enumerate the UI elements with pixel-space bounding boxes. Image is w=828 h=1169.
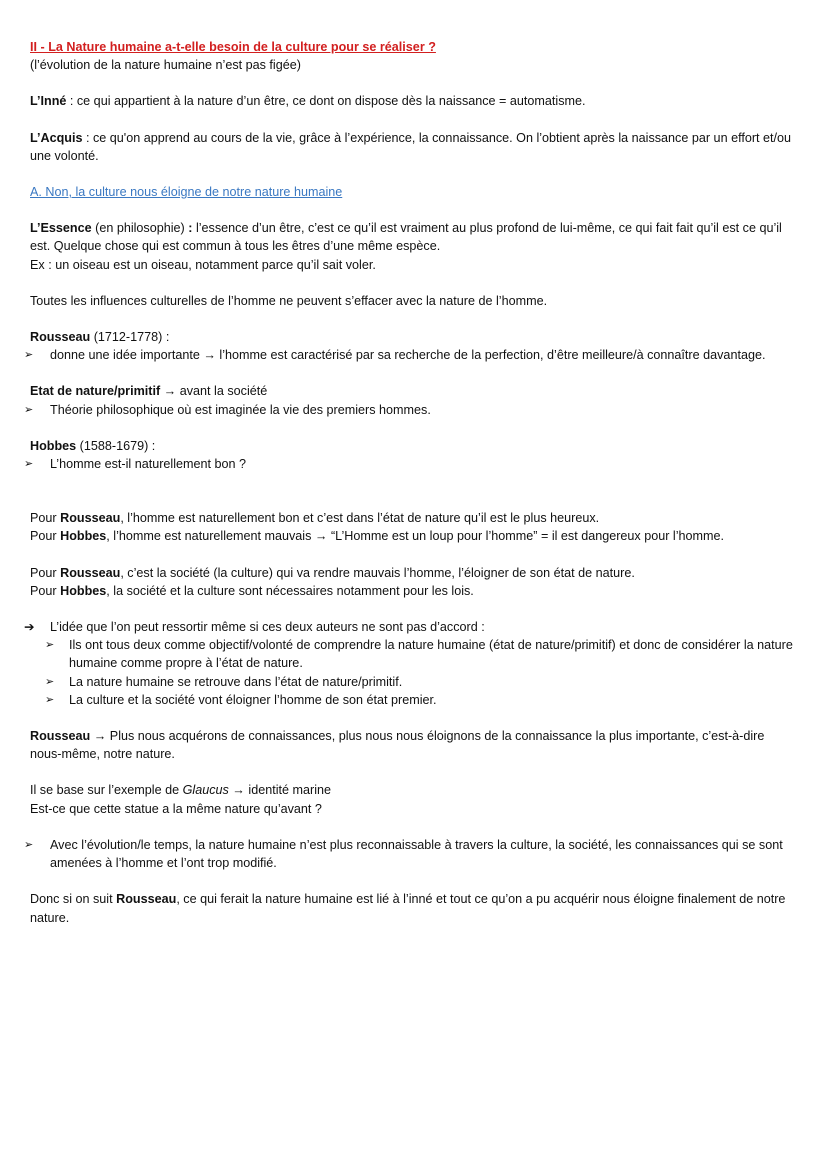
glaucus-question: Est-ce que cette statue a la même nature qu’avant ? bbox=[30, 801, 322, 816]
bullet-marker-icon: ➢ bbox=[45, 675, 55, 688]
rousseau-connaissances: Rousseau → Plus nous acquérons de connaissances, plus nous nous éloignons de la connaissance la plus importante, c’est-à-dire nous-même, notre nature. bbox=[30, 729, 765, 762]
bullet-marker-icon: ➢ bbox=[24, 838, 34, 851]
etat-nature-heading: Etat de nature/primitif → avant la société bbox=[30, 384, 268, 399]
document-page bbox=[24, 38, 798, 927]
list-item: ➢ Théorie philosophique où est imaginée la vie des premiers hommes. bbox=[30, 401, 798, 419]
arrow-marker-icon: ➔ bbox=[24, 620, 35, 635]
bullet-marker-icon: ➢ bbox=[24, 349, 34, 362]
list-item: ➢ Avec l’évolution/le temps, la nature humaine n’est plus reconnaissable à travers la culture, la société, les connaissances qui se sont amenées à l’homme et l’ont trop modifié. bbox=[24, 837, 783, 871]
bullet-marker-icon: ➢ bbox=[45, 693, 55, 706]
list-item: ➢ L’homme est-il naturellement bon ? bbox=[30, 455, 798, 473]
bullet-marker-icon: ➢ bbox=[45, 639, 55, 652]
list-item: ➢ La nature humaine se retrouve dans l’état de nature/primitif. bbox=[30, 673, 798, 691]
compare-rousseau-nature: Pour Rousseau, l’homme est naturellement bon et c’est dans l’état de nature qu’il est le plus heureux. bbox=[30, 511, 600, 526]
essence-example: Ex : un oiseau est un oiseau, notamment parce qu’il sait voler. bbox=[30, 257, 376, 272]
list-item: ➢ Ils ont tous deux comme objectif/volonté de comprendre la nature humaine (état de nature/primitif) et donc de considérer la nature humaine comme propre à l’état de nature. bbox=[45, 638, 793, 671]
bullet-marker-icon: ➢ bbox=[24, 403, 34, 416]
section-title: II - La Nature humaine a-t-elle besoin de la culture pour se réaliser ? bbox=[30, 40, 436, 54]
glaucus-example: Il se base sur l’exemple de Glaucus → identité marine bbox=[30, 783, 332, 798]
list-item: ➢ La culture et la société vont éloigner l’homme de son état premier. bbox=[30, 691, 798, 709]
definition-inne: L’Inné : ce qui appartient à la nature d’un être, ce dont on dispose dès la naissance = automatisme. bbox=[30, 94, 586, 109]
definition-essence: L’Essence (en philosophie) : l’essence d’un être, c’est ce qu’il est vraiment au plus profond de lui-même, ce qui fait fait qu’il est ce qu’il est. Quelque chose qui est commun à tous les êtres d’une même espèce. bbox=[30, 221, 782, 254]
section-subtitle: (l’évolution de la nature humaine n’est pas figée) bbox=[30, 58, 301, 73]
compare-rousseau-society: Pour Rousseau, c’est la société (la culture) qui va rendre mauvais l’homme, l’éloigner de son état de nature. bbox=[30, 565, 635, 580]
list-item: ➢ donne une idée importante → l’homme est caractérisé par sa recherche de la perfection, d’être meilleure/à connaître davantage. bbox=[30, 346, 798, 364]
list-item: ➔ L’idée que l’on peut ressortir même si ces deux auteurs ne sont pas d’accord : bbox=[30, 618, 798, 636]
influences-paragraph: Toutes les influences culturelles de l’homme ne peuvent s’effacer avec la nature de l’homme. bbox=[30, 293, 548, 308]
conclusion-paragraph: Donc si on suit Rousseau, ce qui ferait la nature humaine est lié à l’inné et tout ce qu’on a pu acquérir nous éloigne finalement de notre nature. bbox=[30, 892, 786, 925]
hobbes-heading: Hobbes (1588-1679) : bbox=[30, 438, 156, 453]
subsection-a-heading: A. Non, la culture nous éloigne de notre nature humaine bbox=[30, 185, 343, 200]
compare-hobbes-society: Pour Hobbes, la société et la culture sont nécessaires notamment pour les lois. bbox=[30, 583, 474, 598]
rousseau-heading: Rousseau (1712-1778) : bbox=[30, 330, 170, 345]
compare-hobbes-nature: Pour Hobbes, l’homme est naturellement mauvais → “L’Homme est un loup pour l’homme” = il est dangereux pour l’homme. bbox=[30, 529, 725, 544]
bullet-marker-icon: ➢ bbox=[24, 458, 34, 471]
definition-acquis: L’Acquis : ce qu'on apprend au cours de la vie, grâce à l’expérience, la connaissance. On l’obtient après la naissance par un effort et/ou une volonté. bbox=[30, 130, 792, 163]
